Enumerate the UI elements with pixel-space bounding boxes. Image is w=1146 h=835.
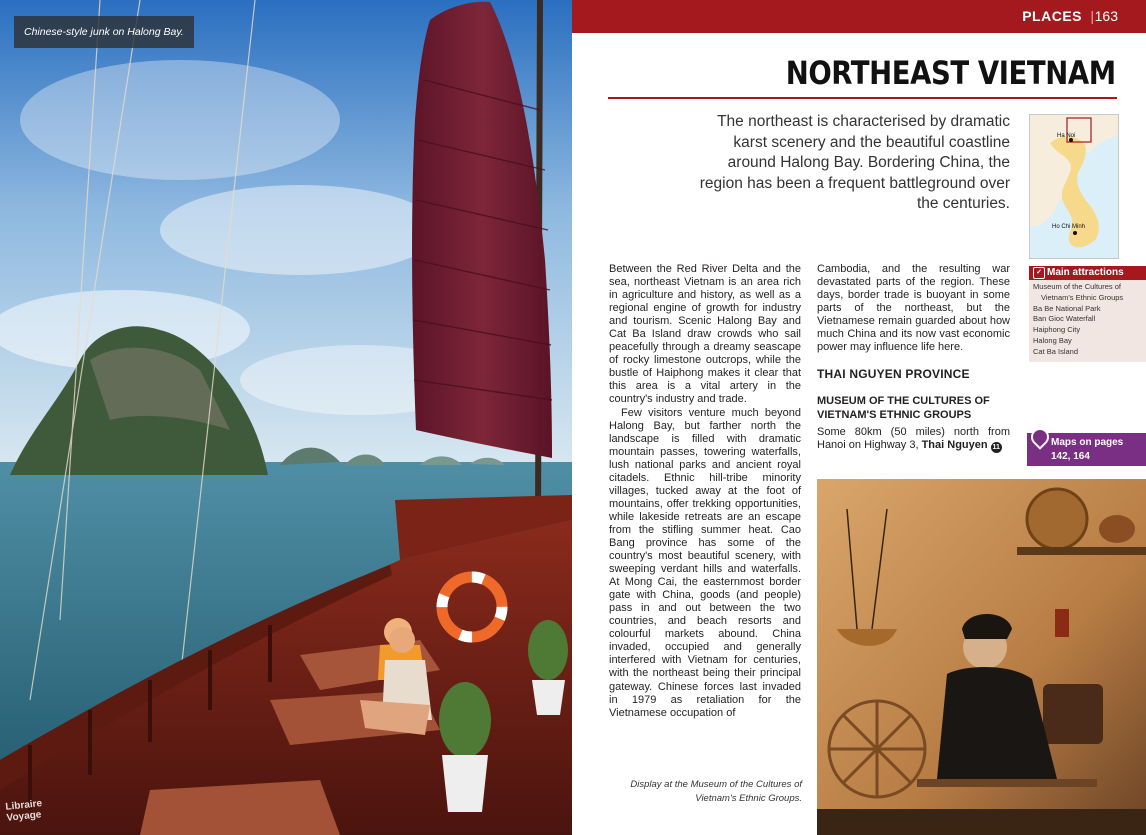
maps-on-pages-tab[interactable] — [1027, 433, 1146, 466]
body-column-2 — [817, 263, 1010, 453]
watermark-line: Voyage — [6, 809, 42, 824]
watermark — [5, 798, 44, 824]
attractions-heading-label: Main attractions — [1047, 267, 1124, 278]
attraction-item: Ban Gioc Waterfall — [1033, 314, 1096, 324]
maps-tab-label: Maps on pages — [1051, 437, 1124, 448]
map-label-hcmc: Ho Chi Minh — [1052, 224, 1086, 230]
main-attractions-box — [1029, 266, 1146, 362]
caption-line: Vietnam's Ethnic Groups. — [695, 793, 802, 804]
museum-heading-line: VIETNAM'S ETHNIC GROUPS — [817, 408, 972, 421]
title-rule — [608, 97, 1117, 99]
attractions-heading — [1029, 266, 1146, 280]
section-label: PLACES — [1022, 8, 1082, 24]
attraction-item: Cat Ba Island — [1033, 346, 1079, 356]
maps-tab-pages: 142, 164 — [1051, 451, 1090, 462]
province-heading: THAI NGUYEN PROVINCE — [817, 367, 970, 382]
body-paragraph: Between the Red River Delta and the sea, northeast Vietnam is an area rich in agriculture and history, as well as a regional engine of growth for industry and tourism. Scenic Halong Bay and Cat Ba Island draw crowds who sail peacefully through a dreamy seascape of rocky limestone outcrops, while the bustle of Haiphong makes it clear that this area is a vital artery in the country's industry and trade. — [609, 263, 801, 406]
page-number: 163 — [1094, 8, 1118, 24]
star-icon: ✓ — [1033, 267, 1045, 279]
junk-photo — [0, 0, 572, 835]
attraction-item: Ba Be National Park — [1033, 303, 1101, 313]
museum-intro-text: Some 80km (50 miles) north from Hanoi on Highway 3, — [817, 426, 1010, 452]
museum-caption — [610, 778, 802, 806]
body-paragraph: Few visitors venture much beyond Halong Bay, but farther north the landscape is filled with dramatic mountain passes, towering waterfalls, lush national parks and ancient royal citadels. Ethnic hill-tribe minority villages, tucked away at the foot of mountains, offer trekking opportunities, while lakeside retreats are an escape from the stifling summer heat. Cao Bang province has some of the country's most beautiful scenery, with sweeping verdant hills and waterfalls. At Mong Cai, the easternmost border gate with China, goods (and people) pass in and out between the two countries, and beach resorts and colourful markets abound. China invaded, occupied and generally interfered with Vietnam for centuries, with the northeast being their principal gateway. Chinese forces last invaded in 1979 as retaliation for the Vietnamese occupation of — [609, 406, 801, 719]
map-label-hanoi: Ha Noi — [1057, 133, 1076, 139]
body-paragraph — [817, 426, 1010, 453]
attraction-item: Vietnam's Ethnic Groups — [1041, 292, 1124, 302]
museum-display-illustration — [817, 479, 1146, 835]
attractions-list — [1033, 282, 1145, 358]
watermark-line: Libraire — [4, 798, 43, 813]
museum-photo — [817, 479, 1146, 835]
body-column-1 — [609, 263, 801, 720]
vietnam-map-icon — [1030, 115, 1118, 258]
junk-photo-illustration — [0, 0, 572, 835]
place-name: Thai Nguyen — [921, 439, 988, 452]
header-separator: | — [1090, 8, 1094, 24]
museum-heading-line: MUSEUM OF THE CULTURES OF — [817, 395, 990, 408]
attraction-item: Halong Bay — [1033, 335, 1072, 345]
attraction-item: Museum of the Cultures of — [1033, 282, 1121, 291]
page-title: NORTHEAST VIETNAM — [786, 54, 1116, 92]
body-paragraph: Cambodia, and the resulting war devastated parts of the region. These days, border trade is buoyant in some parts of the northeast, but the Vietnamese remain guarded about how much China and its now vast economic power may influence life here. — [817, 263, 1010, 354]
caption-line: Display at the Museum of the Cultures of — [630, 779, 802, 790]
location-marker-icon: 11 — [992, 444, 1000, 452]
map-pin-icon — [1027, 424, 1052, 449]
photo-caption: Chinese-style junk on Halong Bay. — [14, 16, 194, 48]
locator-map — [1029, 114, 1119, 259]
museum-heading — [817, 395, 1010, 422]
attraction-item: Haiphong City — [1033, 325, 1081, 335]
intro-text: The northeast is characterised by dramatic karst scenery and the beautiful coastline around Halong Bay. Bordering China, the region has been a frequent battleground over the centuries. — [699, 113, 1010, 212]
